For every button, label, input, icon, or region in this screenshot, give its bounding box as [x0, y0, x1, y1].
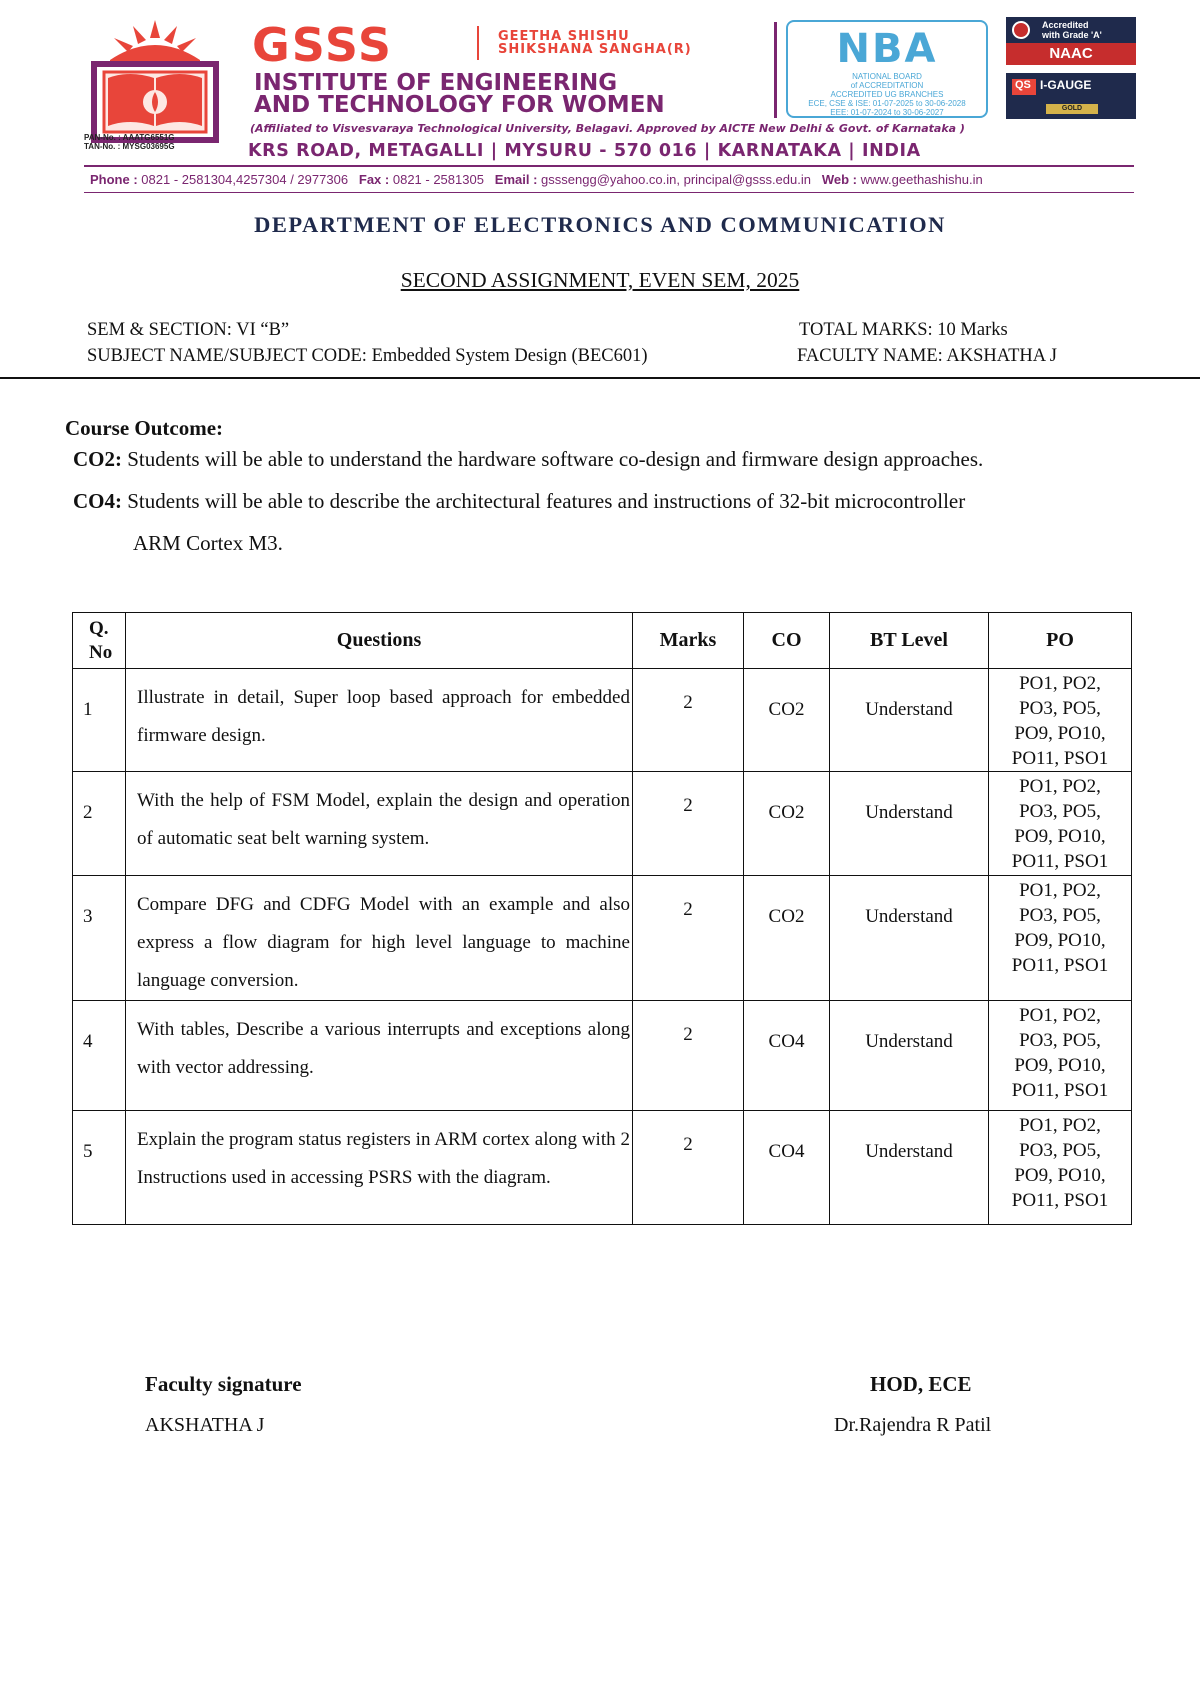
question-po: PO1, PO2, PO3, PO5, PO9, PO10, PO11, PSO1	[989, 669, 1132, 772]
course-outcome-co4	[73, 489, 965, 514]
hod-name: Dr.Rajendra R Patil	[834, 1414, 992, 1436]
contact-line: Phone : 0821 - 2581304,4257304 / 2977306 Fax : 0821 - 2581305 Email : gsssengg@yahoo.co.in, principal@gsss.edu.in Web : www.geethashishu.in	[90, 172, 983, 187]
institute-address: KRS ROAD, METAGALLI | MYSURU - 570 016 | KARNATAKA | INDIA	[248, 141, 921, 161]
table-row	[73, 1111, 1132, 1225]
qs-igauge-badge	[1006, 73, 1136, 119]
question-co: CO4	[744, 1001, 830, 1111]
naac-badge-top	[1006, 17, 1136, 43]
question-number: 1	[73, 669, 126, 772]
question-number: 3	[73, 876, 126, 1001]
question-po: PO1, PO2, PO3, PO5, PO9, PO10, PO11, PSO1	[989, 1001, 1132, 1111]
co4-text-continued: ARM Cortex M3.	[133, 531, 283, 555]
question-text: Illustrate in detail, Super loop based approach for embedded firmware design.	[126, 669, 633, 772]
naac-badge	[1006, 17, 1136, 65]
qs-label: I-GAUGE	[1040, 78, 1092, 92]
total-marks: TOTAL MARKS: 10 Marks	[799, 320, 1008, 340]
header-questions: Questions	[126, 613, 633, 669]
faculty-signature-label: Faculty signature	[145, 1372, 302, 1396]
table-row	[73, 876, 1132, 1001]
department-title: DEPARTMENT OF ELECTRONICS AND COMMUNICATION	[254, 212, 946, 237]
header-qno: Q. No	[73, 613, 126, 669]
naac-seal-icon	[1012, 21, 1030, 39]
institute-logo	[88, 20, 223, 145]
institute-name: INSTITUTE OF ENGINEERING AND TECHNOLOGY FOR WOMEN	[254, 70, 665, 118]
co2-label: CO2:	[73, 447, 122, 471]
question-bt-level: Understand	[830, 876, 989, 1001]
course-outcome-heading: Course Outcome:	[65, 416, 224, 440]
question-po: PO1, PO2, PO3, PO5, PO9, PO10, PO11, PSO1	[989, 876, 1132, 1001]
header-bt-level: BT Level	[830, 613, 989, 669]
question-bt-level: Understand	[830, 669, 989, 772]
nba-accreditation-text: NATIONAL BOARD of ACCREDITATION ACCREDITED UG BRANCHES ECE, CSE & ISE: 01-07-2025 to 30-06-2028 EEE: 01-07-2024 to 30-06-2027	[808, 72, 966, 117]
question-po: PO1, PO2, PO3, PO5, PO9, PO10, PO11, PSO1	[989, 1111, 1132, 1225]
question-marks: 2	[633, 876, 744, 1001]
nba-badge	[786, 20, 988, 118]
brand-divider	[477, 26, 479, 60]
naac-label: NAAC	[1049, 45, 1093, 62]
fax-number: 0821 - 2581305	[392, 172, 484, 187]
co4-text: Students will be able to describe the architectural features and instructions of 32-bit microcontroller	[127, 489, 966, 513]
question-bt-level: Understand	[830, 1111, 989, 1225]
question-text: With the help of FSM Model, explain the design and operation of automatic seat belt warning system.	[126, 772, 633, 876]
website: www.geethashishu.in	[860, 172, 983, 187]
table-header-row	[73, 613, 1132, 669]
faculty-signature-name: AKSHATHA J	[145, 1414, 265, 1436]
naac-grade-text: Accredited with Grade 'A'	[1042, 20, 1102, 40]
pan-number: PAN-No. : AAATG6551G TAN-No. : MYSG03695G	[84, 133, 175, 151]
affiliation-text: (Affiliated to Visvesvaraya Technological University, Belagavi. Approved by AICTE New Delhi & Govt. of Karnataka )	[250, 122, 965, 135]
qs-logo-icon	[1012, 79, 1036, 95]
email-address: gsssengg@yahoo.co.in, principal@gsss.edu.in	[541, 172, 811, 187]
header-co: CO	[744, 613, 830, 669]
question-marks: 2	[633, 669, 744, 772]
question-text: With tables, Describe a various interrupts and exceptions along with vector addressing.	[126, 1001, 633, 1111]
course-outcome-co2	[73, 447, 983, 472]
question-co: CO2	[744, 876, 830, 1001]
qs-gold-rating: GOLD	[1046, 104, 1098, 114]
question-bt-level: Understand	[830, 1001, 989, 1111]
subject-name-code: SUBJECT NAME/SUBJECT CODE: Embedded System Design (BEC601)	[87, 346, 648, 366]
faculty-name: FACULTY NAME: AKSHATHA J	[797, 346, 1057, 366]
question-text: Explain the program status registers in ARM cortex along with 2 Instructions used in accessing PSRS with the diagram.	[126, 1111, 633, 1225]
question-number: 5	[73, 1111, 126, 1225]
co4-label: CO4:	[73, 489, 122, 513]
header-po: PO	[989, 613, 1132, 669]
table-row	[73, 669, 1132, 772]
header-rule	[84, 165, 1134, 167]
question-bt-level: Understand	[830, 772, 989, 876]
sangha-name: GEETHA SHISHU SHIKSHANA SANGHA(R)	[498, 29, 692, 57]
question-marks: 2	[633, 1001, 744, 1111]
header-divider	[774, 22, 777, 118]
sem-section: SEM & SECTION: VI “B”	[87, 320, 290, 340]
question-marks: 2	[633, 1111, 744, 1225]
brand-name: GSSS	[252, 18, 394, 72]
header-marks: Marks	[633, 613, 744, 669]
assignment-title: SECOND ASSIGNMENT, EVEN SEM, 2025	[400, 268, 800, 292]
question-co: CO4	[744, 1111, 830, 1225]
co2-text: Students will be able to understand the hardware software co-design and firmware design approaches.	[127, 447, 984, 471]
table-row	[73, 772, 1132, 876]
table-row	[73, 1001, 1132, 1111]
question-marks: 2	[633, 772, 744, 876]
question-text: Compare DFG and CDFG Model with an example and also express a flow diagram for high level language to machine language conversion.	[126, 876, 633, 1001]
question-number: 2	[73, 772, 126, 876]
qs-logo-text: QS	[1015, 79, 1031, 91]
question-co: CO2	[744, 669, 830, 772]
question-number: 4	[73, 1001, 126, 1111]
nba-logo-text: NBA	[836, 26, 938, 72]
contact-rule	[84, 192, 1134, 193]
phone-number: 0821 - 2581304,4257304 / 2977306	[141, 172, 349, 187]
questions-table	[72, 612, 1132, 1225]
question-po: PO1, PO2, PO3, PO5, PO9, PO10, PO11, PSO1	[989, 772, 1132, 876]
hod-label: HOD, ECE	[870, 1372, 972, 1396]
question-co: CO2	[744, 772, 830, 876]
section-rule	[0, 377, 1200, 379]
